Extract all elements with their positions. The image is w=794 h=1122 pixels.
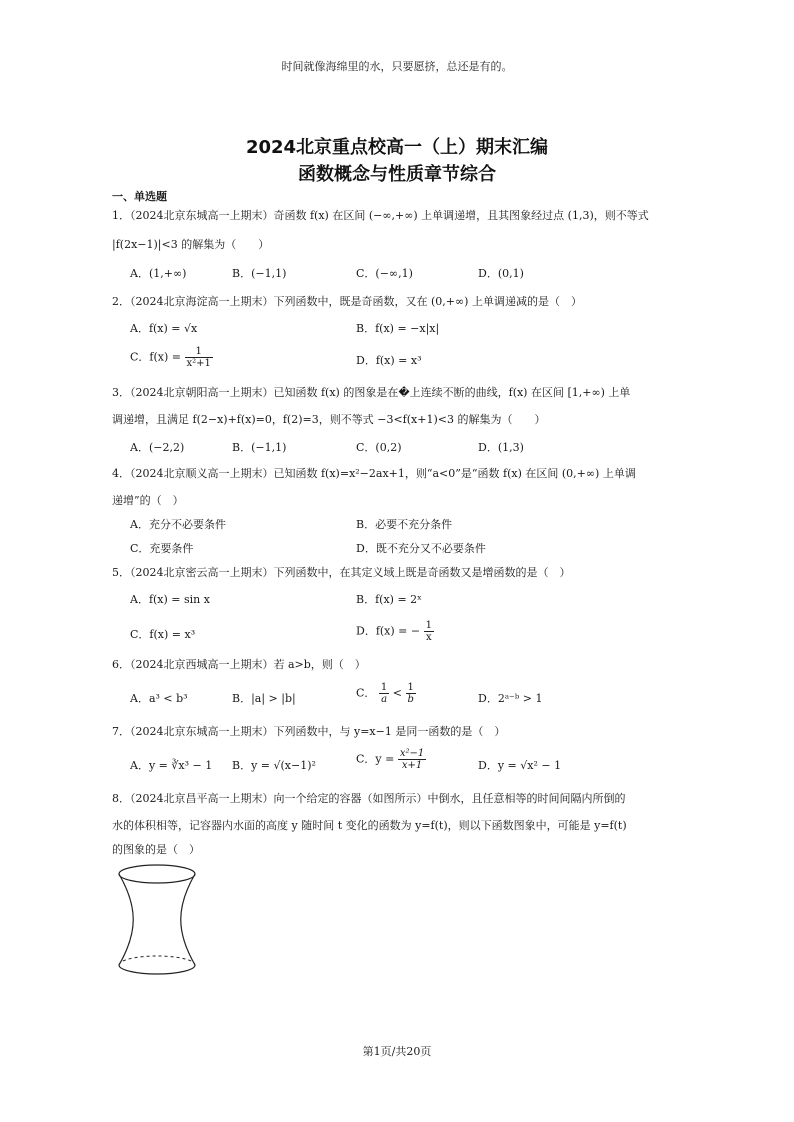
q6-option-c-fraction-b bbox=[406, 682, 416, 705]
q1-option-b: B．(−1,1) bbox=[232, 267, 287, 280]
q7-option-c-numerator: x²−1 bbox=[399, 748, 425, 759]
q6-option-a: A．a³ < b³ bbox=[130, 692, 188, 705]
q4-stem-line2: 递增”的（ ） bbox=[112, 494, 184, 507]
q3-option-b: B．(−1,1) bbox=[232, 441, 287, 454]
q3-option-d: D．(1,3) bbox=[478, 441, 524, 454]
q4-option-b: B．必要不充分条件 bbox=[356, 518, 453, 531]
q6-option-b: B．|a| > |b| bbox=[232, 692, 296, 705]
q6-option-c-denominator-a: a bbox=[381, 694, 388, 705]
q7-option-d: D．y = √x² − 1 bbox=[478, 759, 562, 772]
q8-stem-line3: 的图象的是（ ） bbox=[112, 843, 200, 856]
q2-option-b: B．f(x) = −x|x| bbox=[356, 322, 440, 335]
q5-option-d bbox=[356, 620, 434, 643]
q1-option-c: C．(−∞,1) bbox=[356, 267, 413, 280]
q2-option-d: D．f(x) = x³ bbox=[356, 354, 422, 367]
q6-stem: 6．（2024北京西城高一上期末）若 a>b，则（ ） bbox=[112, 658, 366, 671]
q5-stem: 5．（2024北京密云高一上期末）下列函数中，在其定义域上既是奇函数又是增函数的是（ ） bbox=[112, 566, 571, 579]
q1-option-d: D．(0,1) bbox=[478, 267, 524, 280]
q2-option-c-prefix: C．f(x) = bbox=[130, 350, 181, 364]
q6-option-c-denominator-b: b bbox=[407, 694, 414, 705]
q3-option-a: A．(−2,2) bbox=[130, 441, 185, 454]
q7-option-c bbox=[356, 748, 426, 771]
container-right-wall bbox=[181, 874, 195, 965]
q6-option-d: D．2ᵃ⁻ᵇ > 1 bbox=[478, 692, 543, 705]
q2-option-c-denominator: x²+1 bbox=[186, 358, 211, 369]
q4-option-d: D．既不充分又不必要条件 bbox=[356, 542, 486, 555]
container-bottom-front bbox=[119, 965, 195, 974]
q5-option-d-prefix: D．f(x) = − bbox=[356, 624, 421, 638]
q3-stem-line1: 3．（2024北京朝阳高一上期末）已知函数 f(x) 的图象是在�上连续不断的曲线，f(x) 在区间 [1,+∞) 上单 bbox=[112, 386, 631, 399]
q5-option-d-denominator: x bbox=[425, 632, 432, 643]
section-heading: 一、单选题 bbox=[112, 190, 167, 203]
document-subtitle: 函数概念与性质章节综合 bbox=[298, 164, 496, 185]
q6-option-c-numerator-b: 1 bbox=[406, 682, 416, 694]
q5-option-b: B．f(x) = 2ˣ bbox=[356, 593, 422, 606]
q8-stem-line1: 8．（2024北京昌平高一上期末）向一个给定的容器（如图所示）中倒水，且任意相等的时间间隔内所倒的 bbox=[112, 792, 626, 805]
q1-stem-line1: 1．（2024北京东城高一上期末）奇函数 f(x) 在区间 (−∞,+∞) 上单调递增，且其图象经过点 (1,3)，则不等式 bbox=[112, 209, 649, 222]
q6-option-c-prefix: C． bbox=[356, 686, 376, 700]
q2-option-c-numerator: 1 bbox=[185, 346, 213, 358]
q7-option-c-fraction bbox=[398, 748, 426, 771]
container-figure bbox=[112, 862, 202, 977]
q6-option-c-fraction-a bbox=[379, 682, 389, 705]
q5-option-d-fraction bbox=[424, 620, 434, 643]
q2-option-c-fraction bbox=[185, 346, 213, 369]
q5-option-d-numerator: 1 bbox=[425, 620, 432, 631]
q5-option-c: C．f(x) = x³ bbox=[130, 628, 196, 641]
q6-option-c bbox=[356, 682, 416, 705]
q1-option-a: A．(1,+∞) bbox=[130, 267, 187, 280]
q3-stem-line2: 调递增，且满足 f(2−x)+f(x)=0，f(2)=3，则不等式 −3<f(x+1)<3 的解集为（ ） bbox=[112, 413, 546, 426]
container-left-wall bbox=[119, 874, 133, 965]
q2-stem: 2．（2024北京海淀高一上期末）下列函数中，既是奇函数，又在 (0,+∞) 上单调递减的是（ ） bbox=[112, 295, 582, 308]
q7-option-b: B．y = √(x−1)² bbox=[232, 759, 316, 772]
q7-stem: 7．（2024北京东城高一上期末）下列函数中，与 y=x−1 是同一函数的是（ ） bbox=[112, 725, 506, 738]
header-motto: 时间就像海绵里的水，只要愿挤，总还是有的。 bbox=[281, 60, 513, 73]
q3-option-c: C．(0,2) bbox=[356, 441, 402, 454]
q7-option-c-prefix: C．y = bbox=[356, 752, 395, 766]
q5-option-a: A．f(x) = sin x bbox=[130, 593, 210, 606]
document-title: 2024北京重点校高一（上）期末汇编 bbox=[245, 137, 549, 158]
page-footer: 第1页/共20页 bbox=[362, 1045, 432, 1058]
q7-option-c-denominator: x+1 bbox=[401, 760, 423, 771]
container-top-rim bbox=[119, 865, 195, 883]
q4-option-c: C．充要条件 bbox=[130, 542, 194, 555]
q8-stem-line2: 水的体积相等，记容器内水面的高度 y 随时间 t 变化的函数为 y=f(t)，则以下函数图象中，可能是 y=f(t) bbox=[112, 819, 627, 832]
q1-stem-line2: |f(2x−1)|<3 的解集为（ ） bbox=[112, 238, 270, 251]
container-bottom-back bbox=[119, 956, 195, 965]
q6-option-c-numerator-a: 1 bbox=[380, 682, 388, 693]
q2-option-c bbox=[130, 346, 213, 369]
q7-option-a: A．y = ∛x³ − 1 bbox=[130, 759, 213, 772]
q2-option-a: A．f(x) = √x bbox=[130, 322, 198, 335]
q4-option-a: A．充分不必要条件 bbox=[130, 518, 226, 531]
q4-stem-line1: 4．（2024北京顺义高一上期末）已知函数 f(x)=x²−2ax+1，则“a<0”是“函数 f(x) 在区间 (0,+∞) 上单调 bbox=[112, 467, 636, 480]
q6-option-c-less-than: < bbox=[392, 686, 403, 700]
